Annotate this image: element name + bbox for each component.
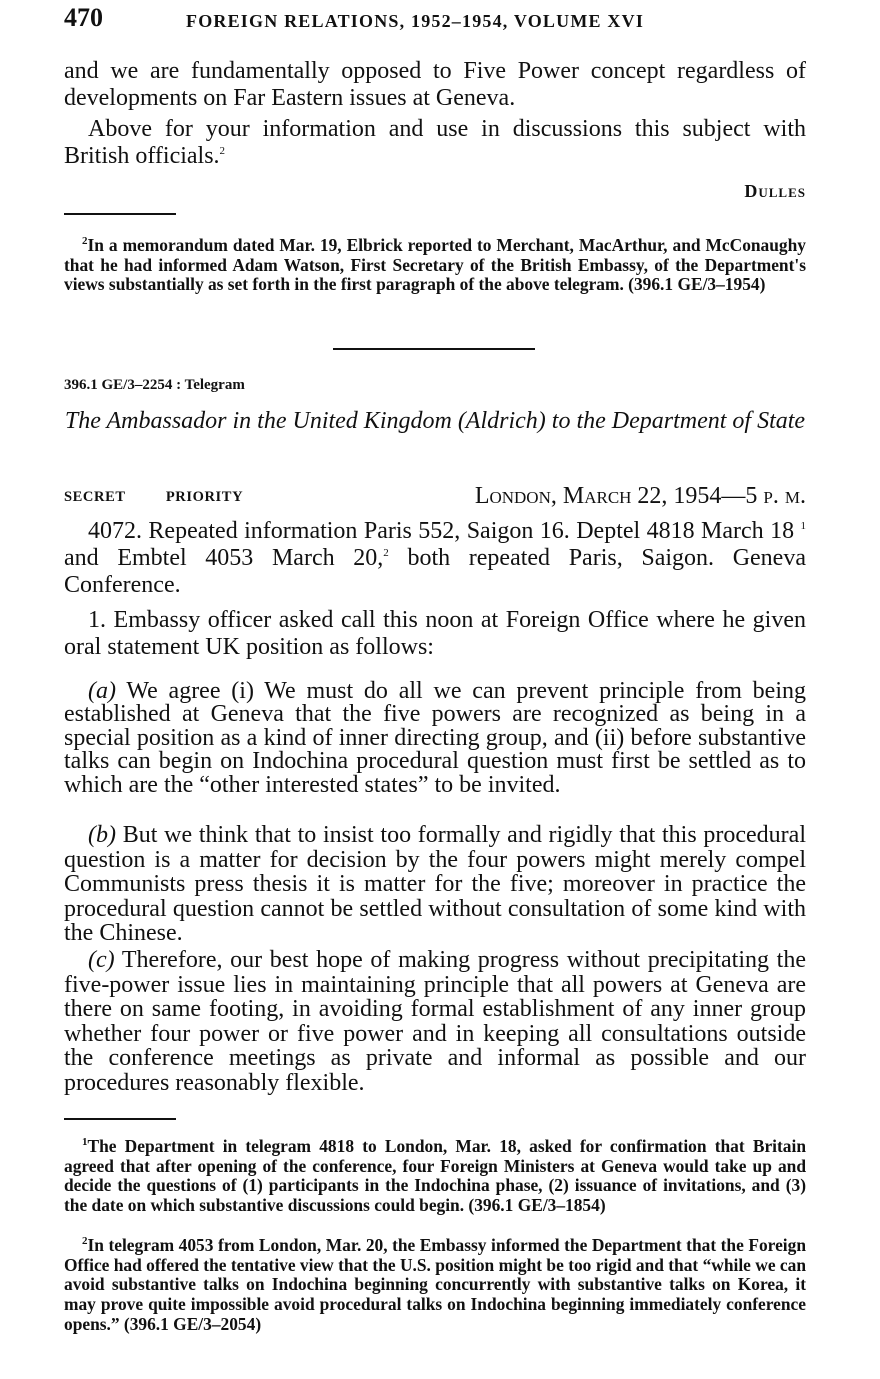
info-paragraph-text: Above for your information and use in discussions this subject with British officials. <box>64 116 806 169</box>
paragraph-b-label: (b) <box>88 822 116 848</box>
file-reference: 396.1 GE/3–2254 : Telegram <box>64 377 245 393</box>
intro-text-end: both repeated Paris, Saigon. Geneva Conference. <box>64 545 806 598</box>
footnote-ref-2: 2 <box>383 547 389 559</box>
paragraph-a-text: We agree (i) We must do all we can prevent principle from being established at Geneva that the five powers are recognized as being in a special position as a kind of inner directing group, and (ii) before substantive talks can begin on Indochina procedural question must first be settled as to which are the “other interested states” to be invited. <box>64 678 807 798</box>
page-number: 470 <box>64 3 103 32</box>
footnote-ref: 2 <box>219 145 226 157</box>
intro-text-mid: and Embtel 4053 March 20, <box>64 545 384 571</box>
footnote-mark: 2 <box>82 235 88 248</box>
footnote-2 <box>64 1236 806 1335</box>
section-separator <box>333 348 535 350</box>
continuation-paragraph: and we are fundamentally opposed to Five Power concept regardless of developments on Far Eastern issues at Geneva. <box>64 58 806 111</box>
telegram-intro-paragraph <box>64 518 806 599</box>
paragraph-1: 1. Embassy officer asked call this noon at Foreign Office where he given oral statement UK position as follows: <box>64 607 806 660</box>
precedence: PRIORITY <box>165 489 244 505</box>
paragraph-b <box>64 823 806 946</box>
footnote-text: The Department in telegram 4818 to London, Mar. 18, asked for confirmation that Britain agreed that after opening of the conference, four Foreign Ministers at Geneva would take up and decide the questions of (1) participants in the Indochina phase, (2) issuance of invitations, and (3) the date on which substantive discussions could begin. (396.1 GE/3–1854) <box>64 1136 806 1216</box>
classification: SECRET <box>64 489 126 505</box>
footnote-mark: 1 <box>82 1136 88 1149</box>
intro-text: 4072. Repeated information Paris 552, Saigon 16. Deptel 4818 March 18 <box>88 518 795 544</box>
running-title: FOREIGN RELATIONS, 1952–1954, VOLUME XVI <box>186 11 645 31</box>
footnote-text: In telegram 4053 from London, Mar. 20, the Embassy informed the Department that the Foreign Office had offered the tentative view that the U.S. position might be too rigid and that “while we can avoid substantive talks on Indochina beginning concurrently with substantive talks on Korea, it may prove quite impossible avoid procedural talks on Indochina beginning immediately conference opens.” (396.1 GE/3–2054) <box>64 1235 806 1334</box>
footnote-mark: 2 <box>82 1235 88 1248</box>
footnote-rule <box>64 1118 176 1120</box>
paragraph-c-label: (c) <box>88 947 115 973</box>
dateline <box>475 483 806 510</box>
paragraph-c <box>64 948 806 1096</box>
document-title: The Ambassador in the United Kingdom (Aldrich) to the Department of State <box>64 408 806 434</box>
footnote-text: In a memorandum dated Mar. 19, Elbrick reported to Merchant, MacArthur, and McConaughy that he had informed Adam Watson, First Secretary of the British Embassy, of the Department's views substantially as set forth in the first paragraph of the above telegram. (396.1 GE/3–1954) <box>64 235 806 295</box>
footnote-1 <box>64 1137 806 1216</box>
dateline-text: London, March 22, 1954—5 p. m. <box>474 483 806 509</box>
paragraph-a <box>64 680 806 797</box>
paragraph-b-text: But we think that to insist too formally and rigidly that this procedural question is a matter for decision by the four powers might merely compel Communists press thesis it is matter for the five; moreover in practice the procedural question cannot be settled without consultation of some kind with the Chinese. <box>64 822 806 946</box>
signature: Dulles <box>744 181 806 201</box>
footnote-ref-1: 1 <box>800 520 806 532</box>
paragraph-c-text: Therefore, our best hope of making progress without precipitating the five-power issue lies in maintaining principle that all powers at Geneva are there on same footing, in avoiding formal establishment of any inner group whether four power or five power and in keeping all consultations outside the conference meetings as private and informal as possible and our procedures reasonably flexible. <box>64 947 806 1096</box>
info-paragraph <box>64 116 806 170</box>
paragraph-a-label: (a) <box>88 678 116 704</box>
footnote-rule <box>64 213 176 215</box>
footnote-top <box>64 236 806 295</box>
